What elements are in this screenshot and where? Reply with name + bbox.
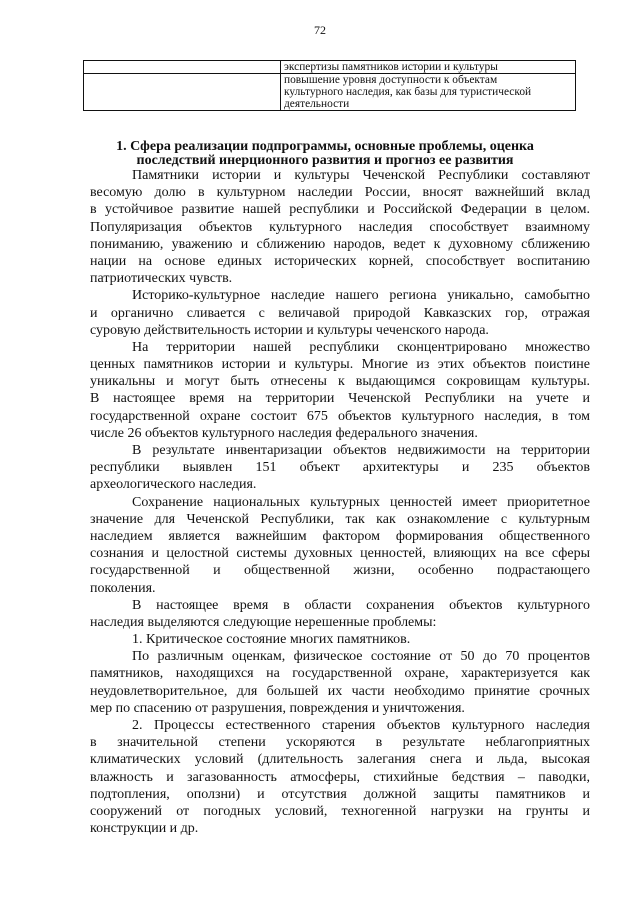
paragraph-line: подтопления, оползни) и отсутствия должной защиты памятников и xyxy=(90,786,590,802)
paragraph-line: государственной и общественной жизни, особенно подрастающего xyxy=(90,563,590,579)
paragraph-line: 1. Критическое состояние многих памятников. xyxy=(132,632,411,648)
table-cell-line: деятельности xyxy=(284,98,350,110)
table-row xyxy=(84,61,576,74)
paragraph-line: весомую долю в культурном наследии России, вносят важнейший вклад xyxy=(90,185,590,201)
paragraph-line: влажность и загазованность атмосферы, стихийные бедствия – паводки, xyxy=(90,769,590,785)
continuation-table xyxy=(83,60,576,111)
table-cell-empty xyxy=(84,74,281,111)
table-row xyxy=(84,74,576,111)
paragraph xyxy=(90,167,590,287)
paragraph-line: числе 26 объектов культурного наследия федерального значения. xyxy=(90,425,478,441)
paragraph-line: Памятники истории и культуры Чеченской Республики составляют xyxy=(132,168,590,183)
paragraph-line: и органично сливается с величавой природой Кавказских гор, отражая xyxy=(90,305,590,321)
paragraph-line: патриотических чувств. xyxy=(90,271,233,287)
page-number: 72 xyxy=(314,23,326,37)
table-cell-line: повышение уровня доступности к объектам xyxy=(284,74,498,86)
paragraph xyxy=(90,597,590,631)
paragraph xyxy=(90,494,590,597)
paragraph-line: археологического наследия. xyxy=(90,477,257,493)
paragraph-line: Популяризация объектов культурного наследия способствует взаимному xyxy=(90,219,590,235)
paragraph-line: в устойчивое развитие нашей республики и Российской Федерации в целом. xyxy=(90,202,590,218)
paragraph-line: республики выявлен 151 объект архитектуры и 235 объектов xyxy=(90,460,590,476)
paragraph xyxy=(90,648,590,717)
paragraph-line: государственной охране состоит 675 объектов культурного наследия, в том xyxy=(90,408,590,424)
paragraph-line: Историко-культурное наследие нашего региона уникально, самобытно xyxy=(132,288,590,304)
paragraph xyxy=(90,717,590,837)
paragraph-line: поколения. xyxy=(90,580,156,596)
paragraph-line: неудовлетворительное, для большей их части необходимо принятие срочных xyxy=(90,683,590,699)
paragraph-line: В настоящее время на территории Чеченской Республики на учете и xyxy=(90,391,590,407)
paragraph-line: По различным оценкам, физическое состояние от 50 до 70 процентов xyxy=(132,649,590,665)
paragraph-line: На территории нашей республики сконцентрировано множество xyxy=(132,339,590,355)
paragraph-line: Сохранение национальных культурных ценностей имеет приоритетное xyxy=(132,494,590,510)
heading-line: 1. Сфера реализации подпрограммы, основные проблемы, оценка xyxy=(116,139,534,154)
paragraph-line: суровую действительность истории и культуры чеченского народа. xyxy=(90,322,489,338)
table-cell-line: экспертизы памятников истории и культуры xyxy=(284,61,498,73)
table-cell-line: культурного наследия, как базы для туристической xyxy=(284,86,532,98)
paragraph-line: памятников, находящихся на государственной охране, характеризуется как xyxy=(90,666,590,682)
paragraph-line: конструкции и др. xyxy=(90,821,199,837)
table-cell-empty xyxy=(84,61,281,74)
paragraph-line: пониманию, уважению и сближению народов, ведет к духовному сближению xyxy=(90,236,590,252)
paragraph-line: значение для Чеченской Республики, так как ознакомление с культурным xyxy=(90,511,590,527)
paragraph-line: 2. Процессы естественного старения объектов культурного наследия xyxy=(132,718,590,733)
paragraph-line: мер по спасению от разрушения, повреждения и уничтожения. xyxy=(90,700,465,716)
paragraph xyxy=(90,287,590,339)
paragraph-line: В результате инвентаризации объектов недвижимости на территории xyxy=(132,443,590,458)
paragraph-line: климатических условий (длительность залегания снега и льда, высокая xyxy=(90,752,590,768)
table-cell xyxy=(281,61,576,74)
paragraph-line: уникальны и могут быть отнесены к выдающимся сокровищам культуры. xyxy=(90,374,590,390)
paragraph-line: нации на основе единых исторических корней, способствует воспитанию xyxy=(90,253,590,269)
paragraph-line: сооружений от погодных условий, техногенной нагрузки на грунты и xyxy=(90,803,590,819)
paragraph xyxy=(90,631,590,648)
section-heading xyxy=(90,140,560,168)
body-text xyxy=(90,167,590,837)
paragraph xyxy=(90,339,590,442)
heading-line: последствий инерционного развития и прогноз ее развития xyxy=(136,153,514,168)
paragraph-line: сознания и целостной системы духовных ценностей, влияющих на все сферы xyxy=(90,546,590,562)
paragraph-line: В настоящее время в области сохранения объектов культурного xyxy=(132,597,590,613)
table-cell xyxy=(281,74,576,111)
paragraph xyxy=(90,442,590,494)
paragraph-line: наследия выделяются следующие нерешенные проблемы: xyxy=(90,614,437,630)
paragraph-line: в значительной степени ускоряются в результате неблагоприятных xyxy=(90,735,590,751)
paragraph-line: наследием является важнейшим фактором формирования общественного xyxy=(90,528,590,544)
paragraph-line: ценных памятников истории и культуры. Многие из этих объектов поистине xyxy=(90,357,590,373)
